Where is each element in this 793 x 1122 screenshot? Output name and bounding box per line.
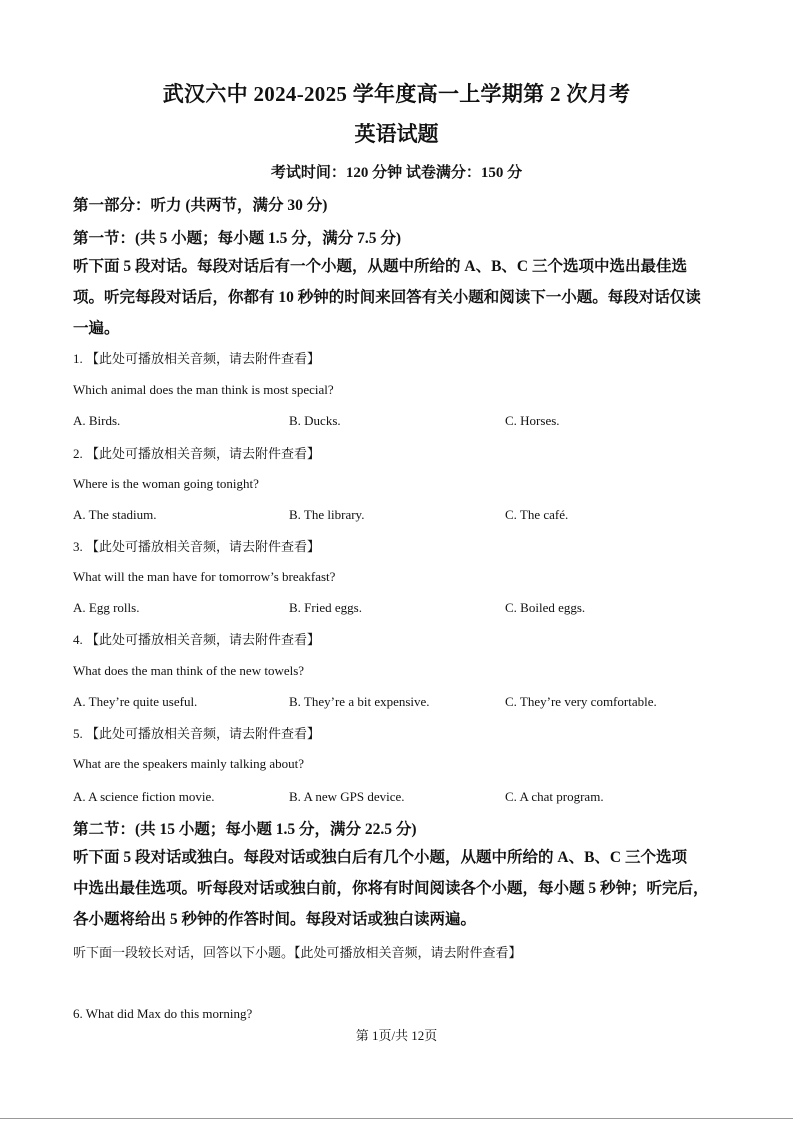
question-1-option-a: A. Birds.	[73, 413, 121, 428]
question-5-option-c: C. A chat program.	[505, 789, 604, 804]
question-2-option-b: B. The library.	[289, 507, 365, 522]
page-bottom-divider	[0, 1118, 793, 1119]
question-1-audio-note: 1. 【此处可播放相关音频，请去附件查看】	[73, 351, 321, 366]
question-2-option-a: A. The stadium.	[73, 507, 157, 522]
instruction-line: 中选出最佳选项。听每段对话或独白前，你将有时间阅读各个小题，每小题 5 秒钟；听完后，	[73, 880, 709, 897]
question-3-text: What will the man have for tomorrow’s breakfast?	[73, 569, 336, 584]
question-2-audio-note: 2. 【此处可播放相关音频，请去附件查看】	[73, 446, 321, 461]
section2-instructions	[73, 842, 723, 935]
question-3-audio-note: 3. 【此处可播放相关音频，请去附件查看】	[73, 539, 321, 554]
instruction-line: 一遍。	[73, 320, 120, 337]
question-3-option-c: C. Boiled eggs.	[505, 600, 586, 615]
question-3-option-a: A. Egg rolls.	[73, 600, 140, 615]
question-1-option-c: C. Horses.	[505, 413, 560, 428]
question-4-option-c: C. They’re very comfortable.	[505, 694, 657, 709]
question-2-option-c: C. The café.	[505, 507, 569, 522]
instruction-line: 听下面 5 段对话。每段对话后有一个小题，从题中所给的 A、B、C 三个选项中选出最佳选	[73, 258, 687, 275]
question-5-audio-note: 5. 【此处可播放相关音频，请去附件查看】	[73, 726, 321, 741]
section2-audio-note: 听下面一段较长对话，回答以下小题。【此处可播放相关音频，请去附件查看】	[73, 945, 522, 960]
question-4-audio-note: 4. 【此处可播放相关音频，请去附件查看】	[73, 632, 321, 647]
question-4-option-a: A. They’re quite useful.	[73, 694, 198, 709]
exam-title: 武汉六中 2024-2025 学年度高一上学期第 2 次月考	[162, 82, 631, 106]
question-5-option-a: A. A science fiction movie.	[73, 789, 215, 804]
question-1-text: Which animal does the man think is most special?	[73, 382, 334, 397]
page-number: 第 1页/共 12页	[355, 1028, 438, 1043]
question-5-text: What are the speakers mainly talking about?	[73, 756, 305, 771]
instruction-line: 项。听完每段对话后，你都有 10 秒钟的时间来回答有关小题和阅读下一小题。每段对话仅读	[73, 289, 701, 306]
question-5-option-b: B. A new GPS device.	[289, 789, 405, 804]
exam-subtitle: 英语试题	[354, 122, 439, 146]
exam-info: 考试时间：120 分钟 试卷满分：150 分	[270, 165, 523, 181]
question-3-option-b: B. Fried eggs.	[289, 600, 362, 615]
instruction-line: 听下面 5 段对话或独白。每段对话或独白后有几个小题，从题中所给的 A、B、C 三个选项	[73, 849, 687, 866]
part1-heading: 第一部分：听力 (共两节，满分 30 分)	[73, 197, 328, 214]
section1-heading: 第一节：(共 5 小题；每小题 1.5 分，满分 7.5 分)	[73, 230, 402, 247]
question-4-option-b: B. They’re a bit expensive.	[289, 694, 430, 709]
question-4-text: What does the man think of the new towels?	[73, 663, 305, 678]
question-6-text: 6. What did Max do this morning?	[73, 1006, 253, 1021]
question-1-option-b: B. Ducks.	[289, 413, 341, 428]
question-2-text: Where is the woman going tonight?	[73, 476, 259, 491]
section1-instructions	[73, 251, 723, 344]
section2-heading: 第二节：(共 15 小题；每小题 1.5 分，满分 22.5 分)	[73, 821, 417, 838]
instruction-line: 各小题将给出 5 秒钟的作答时间。每段对话或独白读两遍。	[73, 911, 477, 928]
